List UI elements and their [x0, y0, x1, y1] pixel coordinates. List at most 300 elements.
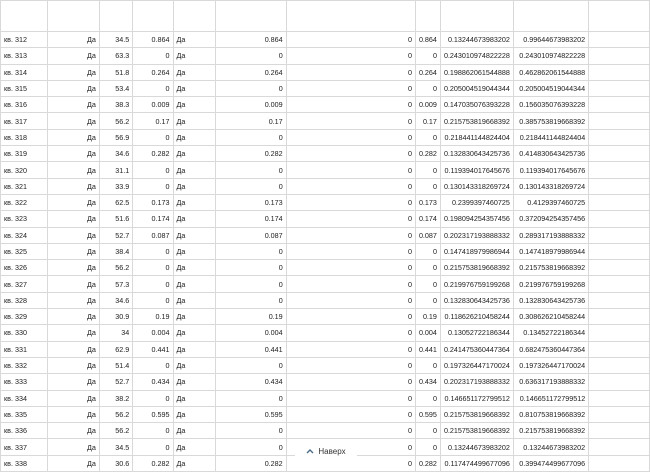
- table-cell: 30.6: [99, 455, 132, 471]
- table-cell: 0.282: [216, 455, 286, 471]
- table-cell: 0.2399397460725: [440, 194, 513, 210]
- table-cell: 0.218441144824404: [440, 129, 513, 145]
- table-cell: 0.173: [216, 194, 286, 210]
- table-cell: 0.215753819668392: [440, 260, 513, 276]
- table-cell: 0: [286, 178, 415, 194]
- table-row: [1, 162, 650, 178]
- table-cell: Да: [47, 455, 99, 471]
- table-cell: Да: [173, 455, 216, 471]
- table-cell: 62.9: [99, 341, 132, 357]
- table-cell: 0: [216, 129, 286, 145]
- table-cell: кв. 330: [1, 325, 48, 341]
- table-cell: Да: [47, 423, 99, 439]
- table-cell: 0.146651172799512: [513, 390, 588, 406]
- table-cell: 0.282: [133, 455, 173, 471]
- table-cell: Да: [47, 162, 99, 178]
- header-cell: [133, 1, 173, 32]
- table-cell: 0: [133, 276, 173, 292]
- table-cell: [589, 292, 650, 308]
- table-cell: 0: [216, 423, 286, 439]
- table-row: [1, 374, 650, 390]
- table-cell: 0: [286, 146, 415, 162]
- table-cell: кв. 334: [1, 390, 48, 406]
- table-cell: 34.5: [99, 32, 132, 48]
- table-cell: 0: [415, 423, 440, 439]
- table-row: [1, 325, 650, 341]
- table-cell: 0.009: [216, 97, 286, 113]
- table-cell: 0: [133, 80, 173, 96]
- table-row: [1, 390, 650, 406]
- table-cell: Да: [173, 292, 216, 308]
- table-cell: 0: [286, 374, 415, 390]
- table-cell: 0: [415, 162, 440, 178]
- table-cell: 0.205004519044344: [513, 80, 588, 96]
- table-cell: 0: [415, 292, 440, 308]
- table-cell: 56.9: [99, 129, 132, 145]
- table-cell: 56.2: [99, 260, 132, 276]
- table-cell: Да: [173, 260, 216, 276]
- table-cell: 0: [286, 276, 415, 292]
- table-row: [1, 97, 650, 113]
- table-cell: 0.215753819668392: [440, 406, 513, 422]
- table-cell: [589, 227, 650, 243]
- table-cell: 0: [286, 309, 415, 325]
- table-cell: Да: [173, 97, 216, 113]
- table-cell: кв. 332: [1, 357, 48, 373]
- table-cell: 0.4129397460725: [513, 194, 588, 210]
- table-row: [1, 423, 650, 439]
- table-cell: Да: [47, 194, 99, 210]
- table-cell: 0: [286, 64, 415, 80]
- table-cell: кв. 327: [1, 276, 48, 292]
- table-cell: 0: [286, 162, 415, 178]
- table-cell: кв. 313: [1, 48, 48, 64]
- table-cell: 0: [286, 406, 415, 422]
- table-cell: 0: [286, 97, 415, 113]
- table-cell: [589, 211, 650, 227]
- table-cell: 0: [133, 292, 173, 308]
- table-cell: Да: [47, 178, 99, 194]
- table-cell: [589, 260, 650, 276]
- table-cell: 34.6: [99, 146, 132, 162]
- table-cell: 0: [216, 260, 286, 276]
- table-cell: [589, 178, 650, 194]
- table-cell: 33.9: [99, 178, 132, 194]
- table-cell: кв. 321: [1, 178, 48, 194]
- table-cell: Да: [173, 423, 216, 439]
- table-cell: Да: [173, 178, 216, 194]
- table-cell: 0.308626210458244: [513, 309, 588, 325]
- table-cell: 0: [286, 325, 415, 341]
- table-cell: 0: [133, 48, 173, 64]
- table-cell: 0: [286, 129, 415, 145]
- table-cell: 31.1: [99, 162, 132, 178]
- table-cell: 0.130143318269724: [440, 178, 513, 194]
- table-cell: 0.173: [133, 194, 173, 210]
- table-cell: 0: [415, 390, 440, 406]
- table-cell: [589, 423, 650, 439]
- header-cell: [99, 1, 132, 32]
- table-cell: 0.385753819668392: [513, 113, 588, 129]
- table-cell: 0.864: [133, 32, 173, 48]
- table-cell: Да: [173, 64, 216, 80]
- table-cell: кв. 316: [1, 97, 48, 113]
- table-cell: 0: [133, 243, 173, 259]
- table-cell: Да: [47, 260, 99, 276]
- table-cell: 0.434: [216, 374, 286, 390]
- table-cell: 38.3: [99, 97, 132, 113]
- table-cell: 0.682475360447364: [513, 341, 588, 357]
- table-cell: кв. 323: [1, 211, 48, 227]
- table-cell: 0.282: [216, 146, 286, 162]
- table-cell: Да: [47, 113, 99, 129]
- table-cell: Да: [47, 276, 99, 292]
- table-cell: 0: [133, 439, 173, 455]
- table-cell: Да: [47, 146, 99, 162]
- table-cell: Да: [47, 341, 99, 357]
- table-cell: 0.441: [133, 341, 173, 357]
- table-cell: [589, 357, 650, 373]
- table-cell: 52.7: [99, 227, 132, 243]
- table-cell: 0: [286, 194, 415, 210]
- table-cell: 0.117474499677096: [440, 455, 513, 471]
- table-cell: 0: [216, 276, 286, 292]
- table-cell: 0.434: [133, 374, 173, 390]
- table-cell: Да: [47, 32, 99, 48]
- table-cell: 0.19: [216, 309, 286, 325]
- table-cell: 0: [133, 260, 173, 276]
- table-cell: Да: [173, 162, 216, 178]
- table-cell: кв. 328: [1, 292, 48, 308]
- table-cell: 0.119394017645676: [440, 162, 513, 178]
- table-cell: Да: [47, 406, 99, 422]
- table-cell: Да: [173, 390, 216, 406]
- table-cell: Да: [47, 309, 99, 325]
- table-cell: Да: [173, 357, 216, 373]
- table-cell: 0: [286, 439, 415, 455]
- table-cell: 62.5: [99, 194, 132, 210]
- table-cell: кв. 325: [1, 243, 48, 259]
- table-cell: 0: [216, 357, 286, 373]
- table-cell: 0.13052722186344: [440, 325, 513, 341]
- table-cell: Да: [173, 32, 216, 48]
- table-cell: Да: [47, 97, 99, 113]
- table-cell: 0: [286, 80, 415, 96]
- table-cell: 0.130143318269724: [513, 178, 588, 194]
- table-cell: Да: [47, 325, 99, 341]
- table-row: [1, 146, 650, 162]
- table-row: [1, 64, 650, 80]
- table-cell: 0.864: [216, 32, 286, 48]
- header-cell: [286, 1, 415, 32]
- table-cell: 0.174: [133, 211, 173, 227]
- table-cell: 56.2: [99, 113, 132, 129]
- header-cell: [173, 1, 216, 32]
- table-cell: 0.004: [216, 325, 286, 341]
- table-cell: кв. 338: [1, 455, 48, 471]
- table-row: [1, 227, 650, 243]
- table-cell: Да: [173, 341, 216, 357]
- table-cell: 0.147418979986944: [440, 243, 513, 259]
- table-cell: 0.219976759199268: [513, 276, 588, 292]
- table-cell: [589, 455, 650, 471]
- table-cell: 0.009: [415, 97, 440, 113]
- table-cell: 0.087: [216, 227, 286, 243]
- table-cell: Да: [173, 129, 216, 145]
- table-cell: 0.009: [133, 97, 173, 113]
- table-cell: 53.4: [99, 80, 132, 96]
- table-cell: 0.282: [133, 146, 173, 162]
- table-cell: 38.4: [99, 243, 132, 259]
- header-cell: [216, 1, 286, 32]
- table-cell: 0.864: [415, 32, 440, 48]
- table-cell: 0.087: [415, 227, 440, 243]
- table-cell: Да: [173, 194, 216, 210]
- table-cell: 51.4: [99, 357, 132, 373]
- table-row: [1, 129, 650, 145]
- table-cell: [589, 406, 650, 422]
- header-cell: [415, 1, 440, 32]
- table-row: [1, 260, 650, 276]
- table-cell: [589, 276, 650, 292]
- table-cell: [589, 390, 650, 406]
- table-row: [1, 211, 650, 227]
- table-cell: 0: [286, 48, 415, 64]
- table-cell: 0.462862061544888: [513, 64, 588, 80]
- table-cell: 0: [286, 227, 415, 243]
- table-row: [1, 48, 650, 64]
- table-cell: [589, 80, 650, 96]
- table-cell: 0.174: [415, 211, 440, 227]
- table-row: [1, 194, 650, 210]
- table-cell: 0.219976759199268: [440, 276, 513, 292]
- table-cell: 0: [415, 439, 440, 455]
- table-cell: 0: [133, 357, 173, 373]
- table-cell: кв. 335: [1, 406, 48, 422]
- table-cell: 0.595: [133, 406, 173, 422]
- table-cell: 0: [286, 357, 415, 373]
- table-cell: Да: [47, 129, 99, 145]
- table-cell: 0.264: [415, 64, 440, 80]
- table-row: [1, 178, 650, 194]
- table-cell: 0.004: [133, 325, 173, 341]
- table-cell: 0: [415, 260, 440, 276]
- table-cell: 0.399474499677096: [513, 455, 588, 471]
- table-cell: [589, 374, 650, 390]
- table-row: [1, 243, 650, 259]
- table-cell: 0.17: [133, 113, 173, 129]
- table-cell: 57.3: [99, 276, 132, 292]
- table-cell: 0.13244673983202: [440, 32, 513, 48]
- table-cell: Да: [47, 243, 99, 259]
- table-cell: 0: [415, 178, 440, 194]
- table-cell: 0.19: [133, 309, 173, 325]
- table-cell: Да: [47, 439, 99, 455]
- table-cell: 0.004: [415, 325, 440, 341]
- table-cell: кв. 318: [1, 129, 48, 145]
- table-cell: 0.174: [216, 211, 286, 227]
- table-cell: 0: [286, 260, 415, 276]
- table-cell: 0: [133, 162, 173, 178]
- table-cell: 0.215753819668392: [513, 423, 588, 439]
- table-cell: [589, 325, 650, 341]
- table-cell: 0.156035076393228: [513, 97, 588, 113]
- table-cell: 0.13452722186344: [513, 325, 588, 341]
- table-cell: 0.215753819668392: [440, 113, 513, 129]
- table-cell: 0: [216, 243, 286, 259]
- table-cell: 0.13244673983202: [440, 439, 513, 455]
- table-cell: 30.9: [99, 309, 132, 325]
- table-cell: 0.372094254357456: [513, 211, 588, 227]
- table-row: [1, 292, 650, 308]
- table-cell: 0: [216, 48, 286, 64]
- table-cell: [589, 162, 650, 178]
- table-cell: 0: [286, 455, 415, 471]
- table-cell: 0.414830643425736: [513, 146, 588, 162]
- table-cell: 63.3: [99, 48, 132, 64]
- table-cell: Да: [173, 243, 216, 259]
- table-cell: 0: [415, 276, 440, 292]
- table-cell: 0.595: [415, 406, 440, 422]
- table-cell: [589, 341, 650, 357]
- table-cell: 0: [415, 129, 440, 145]
- scroll-to-top-label: Наверх: [318, 446, 346, 456]
- table-cell: 0: [216, 80, 286, 96]
- table-cell: кв. 336: [1, 423, 48, 439]
- header-row: [1, 1, 650, 32]
- table-cell: 0.289317193888332: [513, 227, 588, 243]
- table-cell: Да: [173, 227, 216, 243]
- table-cell: 0.19: [415, 309, 440, 325]
- table-cell: 0.441: [415, 341, 440, 357]
- table-cell: Да: [173, 113, 216, 129]
- table-cell: 0: [216, 439, 286, 455]
- table-cell: 0.241475360447364: [440, 341, 513, 357]
- table-cell: Да: [47, 211, 99, 227]
- table-row: [1, 113, 650, 129]
- table-cell: кв. 329: [1, 309, 48, 325]
- header-cell: [47, 1, 99, 32]
- table-cell: 0.264: [216, 64, 286, 80]
- table-cell: 0.810753819668392: [513, 406, 588, 422]
- table-cell: 0.441: [216, 341, 286, 357]
- table-cell: 0.99644673983202: [513, 32, 588, 48]
- table-cell: Да: [47, 357, 99, 373]
- table-cell: [589, 32, 650, 48]
- table-cell: 0.197326447170024: [513, 357, 588, 373]
- table-cell: 0.198862061544888: [440, 64, 513, 80]
- table-cell: 0: [286, 211, 415, 227]
- table-cell: 51.6: [99, 211, 132, 227]
- table-cell: 0.197326447170024: [440, 357, 513, 373]
- table-cell: 0.13244673983202: [513, 439, 588, 455]
- scroll-to-top-button[interactable]: [295, 443, 357, 459]
- table-cell: 0.147035076393228: [440, 97, 513, 113]
- table-cell: Да: [173, 374, 216, 390]
- table-cell: [589, 64, 650, 80]
- table-cell: 34.6: [99, 292, 132, 308]
- table-cell: кв. 322: [1, 194, 48, 210]
- table-cell: 0: [415, 357, 440, 373]
- table-cell: [589, 97, 650, 113]
- table-cell: 0.147418979986944: [513, 243, 588, 259]
- table-cell: 0.132830643425736: [513, 292, 588, 308]
- table-cell: 0.17: [216, 113, 286, 129]
- table-cell: кв. 314: [1, 64, 48, 80]
- table-cell: 0: [216, 390, 286, 406]
- table-cell: 0: [216, 292, 286, 308]
- table-cell: 0: [286, 423, 415, 439]
- table-cell: Да: [173, 80, 216, 96]
- table-cell: [589, 309, 650, 325]
- table-cell: [589, 146, 650, 162]
- table-cell: кв. 320: [1, 162, 48, 178]
- table-cell: кв. 312: [1, 32, 48, 48]
- table-cell: 0: [286, 390, 415, 406]
- table-row: [1, 406, 650, 422]
- table-cell: кв. 331: [1, 341, 48, 357]
- table-cell: 56.2: [99, 406, 132, 422]
- table-cell: кв. 324: [1, 227, 48, 243]
- table-cell: 0.087: [133, 227, 173, 243]
- table-cell: Да: [47, 80, 99, 96]
- table-row: [1, 357, 650, 373]
- table-cell: кв. 319: [1, 146, 48, 162]
- chevron-up-icon: [306, 448, 314, 454]
- table-cell: 0.595: [216, 406, 286, 422]
- table-cell: 0.17: [415, 113, 440, 129]
- table-cell: [589, 439, 650, 455]
- table-cell: 0.282: [415, 146, 440, 162]
- table-cell: Да: [173, 439, 216, 455]
- table-cell: 0: [286, 243, 415, 259]
- table-row: [1, 309, 650, 325]
- table-cell: кв. 337: [1, 439, 48, 455]
- table-cell: 0: [216, 178, 286, 194]
- table-cell: Да: [47, 374, 99, 390]
- table-cell: 0: [286, 113, 415, 129]
- table-cell: [589, 243, 650, 259]
- header-cell: [1, 1, 48, 32]
- table-cell: Да: [47, 227, 99, 243]
- table-cell: кв. 317: [1, 113, 48, 129]
- table-cell: 56.2: [99, 423, 132, 439]
- table-cell: 0.198094254357456: [440, 211, 513, 227]
- table-cell: 0.118626210458244: [440, 309, 513, 325]
- table-cell: Да: [173, 211, 216, 227]
- table-cell: 0: [415, 80, 440, 96]
- table-cell: Да: [47, 48, 99, 64]
- table-cell: 0.434: [415, 374, 440, 390]
- table-cell: 0.243010974822228: [440, 48, 513, 64]
- table-cell: 0.218441144824404: [513, 129, 588, 145]
- table-cell: 0.173: [415, 194, 440, 210]
- header-cell: [513, 1, 588, 32]
- table-cell: 0.264: [133, 64, 173, 80]
- table-cell: 0.119394017645676: [513, 162, 588, 178]
- table-cell: 34: [99, 325, 132, 341]
- header-cell: [440, 1, 513, 32]
- table-cell: [589, 129, 650, 145]
- table-cell: Да: [173, 309, 216, 325]
- table-cell: Да: [173, 146, 216, 162]
- table-cell: [589, 194, 650, 210]
- table-cell: 0.215753819668392: [440, 423, 513, 439]
- table-cell: 0: [133, 178, 173, 194]
- table-cell: кв. 326: [1, 260, 48, 276]
- table-cell: кв. 315: [1, 80, 48, 96]
- table-row: [1, 341, 650, 357]
